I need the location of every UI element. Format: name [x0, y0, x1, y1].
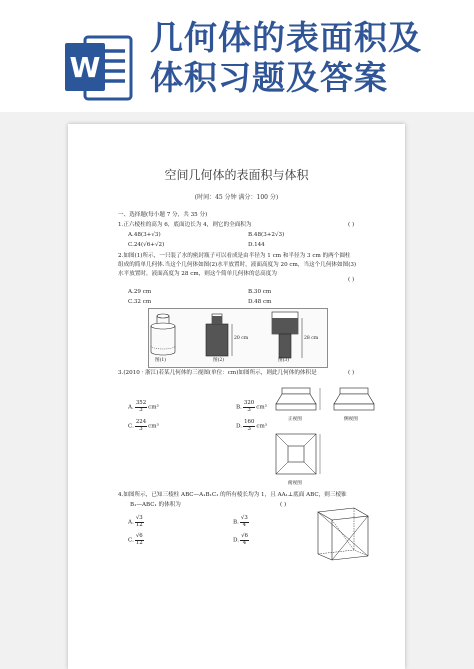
banner: [0, 0, 474, 112]
q3-option-b-label: B.: [236, 404, 242, 411]
q3-option-a-unit: cm³: [148, 404, 159, 411]
q3-option-d-unit: cm³: [256, 423, 268, 430]
banner-title-line1: 几何体的表面积及: [150, 18, 422, 57]
q4-option-b-label: B.: [233, 519, 239, 526]
q3-option-d-denominator: 3: [247, 425, 251, 432]
q4-option-c-denominator: 12: [135, 539, 143, 546]
q1-answer-bracket: ( ): [348, 222, 355, 228]
q3-front-view-caption: 正视图: [288, 417, 302, 422]
q4-option-a-label: A.: [128, 519, 134, 526]
q1-option-d: D.144: [248, 242, 265, 248]
q4-stem-line2: B₁—ABC₁ 的体积为: [130, 502, 181, 508]
q4-answer-bracket: ( ): [280, 502, 287, 508]
q3-option-c: [128, 420, 159, 433]
q3-option-a: [128, 401, 159, 414]
q3-option-b-numerator: 320: [243, 400, 255, 406]
q3-option-a-denominator: 3: [139, 406, 143, 413]
q4-option-c: [128, 534, 145, 547]
q1-option-b: B.48(3+2√3): [248, 232, 285, 238]
q4-stem-line1: 4.如图所示，已知三棱柱 ABC—A₁B₁C₁ 的所有棱长均为 1，且 AA₁⊥底面 ABC，则三棱锥: [118, 492, 347, 498]
q4-option-a-denominator: 12: [135, 521, 143, 528]
q4-option-d: [233, 534, 250, 547]
q3-option-c-unit: cm³: [148, 423, 159, 430]
q3-option-d-numerator: 160: [244, 419, 255, 425]
q3-option-c-numerator: 224: [135, 419, 147, 425]
word-icon-letter: W: [69, 51, 101, 84]
q3-stem: 3.(2010 · 浙江)若某几何体的三视图(单位：cm)如图所示，则此几何体的体积是: [118, 370, 317, 376]
q4-prism-figure: [314, 504, 372, 562]
q1-stem: 1.正六棱柱的高为 6，底面边长为 4，则它的全面积为: [118, 222, 252, 228]
document-title: 空间几何体的表面积与体积: [164, 168, 309, 182]
q4-option-d-numerator: √6: [241, 533, 248, 539]
q3-side-view-caption: 侧视图: [344, 417, 358, 422]
q4-option-b-denominator: 4: [242, 521, 247, 528]
document-info: (时间：45 分钟 满分：100 分): [194, 194, 279, 201]
q3-three-view-figure: [278, 382, 378, 490]
q3-option-c-denominator: 3: [139, 425, 143, 432]
q4-option-d-fraction: [240, 534, 249, 546]
q2-option-a: A.29 cm: [128, 289, 152, 295]
q2-option-c: C.32 cm: [128, 299, 152, 305]
q4-option-a-numerator: √3: [135, 515, 143, 521]
q3-option-b: [236, 401, 267, 414]
q4-option-d-denominator: 4: [242, 539, 247, 546]
banner-title: [150, 18, 470, 98]
q2-stem-line2: 组成的简单几何体.当这个几何体如图(2)水平放置时，液面高度为 20 cm，当这个几何体如图(3): [118, 262, 357, 268]
section-heading: 一、选择题(每小题 7 分，共 35 分): [118, 212, 208, 218]
q3-option-a-label: A.: [128, 404, 134, 411]
q2-answer-bracket: ( ): [348, 277, 355, 283]
q2-stem-line1: 2.如图(1)所示，一只装了水的密封瓶子可以看成是由半径为 1 cm 和半径为 3 cm 的两个圆柱: [118, 253, 351, 259]
q4-option-c-numerator: √6: [135, 533, 143, 539]
q2-option-b: B.30 cm: [248, 289, 272, 295]
q3-option-d-fraction: [243, 420, 255, 432]
q3-top-view-caption: 俯视图: [288, 481, 302, 486]
q4-option-c-label: C.: [128, 537, 134, 544]
word-document-icon: [63, 33, 135, 103]
q4-option-d-label: D.: [233, 537, 240, 544]
q3-option-b-denominator: 3: [247, 406, 251, 413]
document-page: [68, 124, 405, 669]
q4-option-b-numerator: √3: [240, 515, 248, 521]
q3-option-b-fraction: [243, 401, 255, 413]
q3-option-b-unit: cm³: [256, 404, 267, 411]
q4-option-b: [233, 516, 250, 529]
q2-option-d: D.48 cm: [248, 299, 272, 305]
q4-option-b-fraction: [240, 516, 249, 528]
q1-option-a: A.48(3+√3): [128, 232, 161, 238]
banner-title-line2: 体积习题及答案: [150, 58, 388, 97]
q3-option-a-numerator: 352: [135, 400, 147, 406]
q3-option-d: [236, 420, 267, 433]
q2-fig2-caption: 图(2): [213, 358, 225, 363]
q2-height-28: 28 cm: [304, 336, 319, 341]
q3-option-d-label: D.: [236, 423, 243, 430]
q3-answer-bracket: ( ): [348, 370, 355, 376]
q2-fig1-caption: 图(1): [155, 358, 167, 363]
q3-option-c-label: C.: [128, 423, 134, 430]
q4-option-a: [128, 516, 145, 529]
q3-option-a-fraction: [135, 401, 147, 413]
q4-option-c-fraction: [135, 534, 144, 546]
q1-option-c: C.24(√6+√2): [128, 242, 165, 248]
q2-height-20: 20 cm: [234, 336, 249, 341]
q2-stem-line3: 水平放置时，液面高度为 28 cm，则这个简单几何体的总高度为: [118, 271, 277, 277]
q3-option-c-fraction: [135, 420, 147, 432]
q4-option-a-fraction: [135, 516, 144, 528]
q2-fig3-caption: 图(3): [278, 358, 290, 363]
